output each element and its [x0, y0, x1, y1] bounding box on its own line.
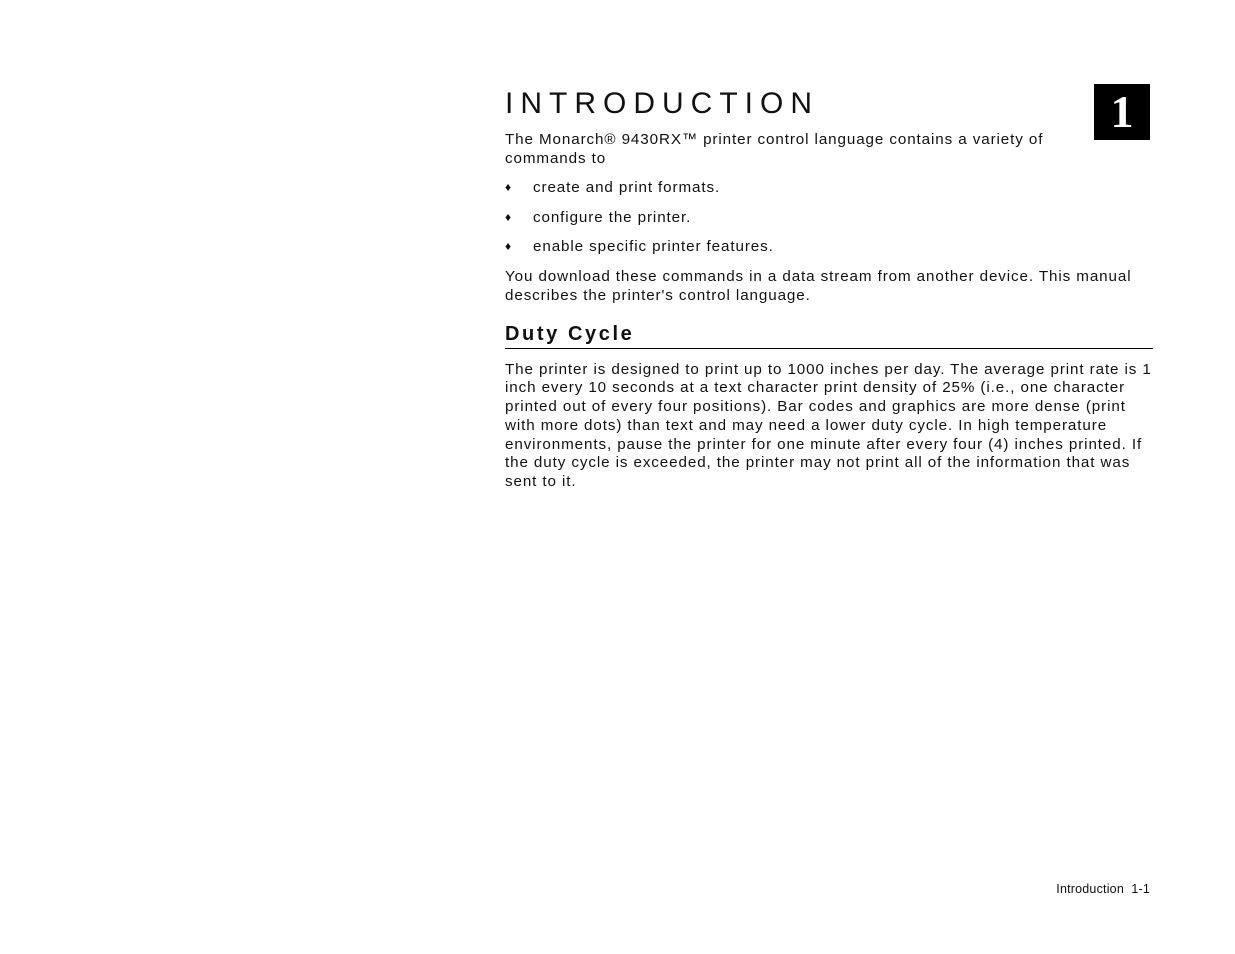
- list-item-text: enable specific printer features.: [533, 238, 774, 255]
- diamond-bullet-icon: ♦: [505, 209, 513, 224]
- duty-cycle-paragraph: The printer is designed to print up to 1000 inches per day. The average print rate is 1 inch every 10 seconds at a text character print density of 25% (i.e., one character printed out of every four positions). Bar codes and graphics are more dense (print with more dots) than text and may need a lower duty cycle. In high temperature environments, pause the printer for one minute after every four (4) inches printed. If the duty cycle is exceeded, the printer may not print all of the information that was sent to it.: [505, 360, 1152, 491]
- intro-paragraph: The Monarch® 9430RX™ printer control language contains a variety of commands to: [505, 131, 1044, 167]
- list-item: [505, 178, 1153, 197]
- page-title: INTRODUCTION: [505, 87, 819, 120]
- list-item-text: create and print formats.: [533, 179, 721, 196]
- page-footer: Introduction 1-1: [1056, 882, 1150, 896]
- list-item-text: configure the printer.: [533, 208, 692, 226]
- chapter-number-tab: 1: [1094, 84, 1150, 140]
- list-item: [505, 208, 1153, 227]
- duty-cycle-heading: Duty Cycle: [505, 321, 1153, 349]
- list-item: [505, 237, 1153, 256]
- diamond-bullet-icon: ♦: [505, 180, 513, 194]
- page-content: [505, 84, 1153, 492]
- command-bullet-list: [505, 178, 1153, 256]
- download-paragraph: You download these commands in a data stream from another device. This manual describes the printer's control language.: [505, 267, 1132, 304]
- diamond-bullet-icon: ♦: [505, 239, 513, 253]
